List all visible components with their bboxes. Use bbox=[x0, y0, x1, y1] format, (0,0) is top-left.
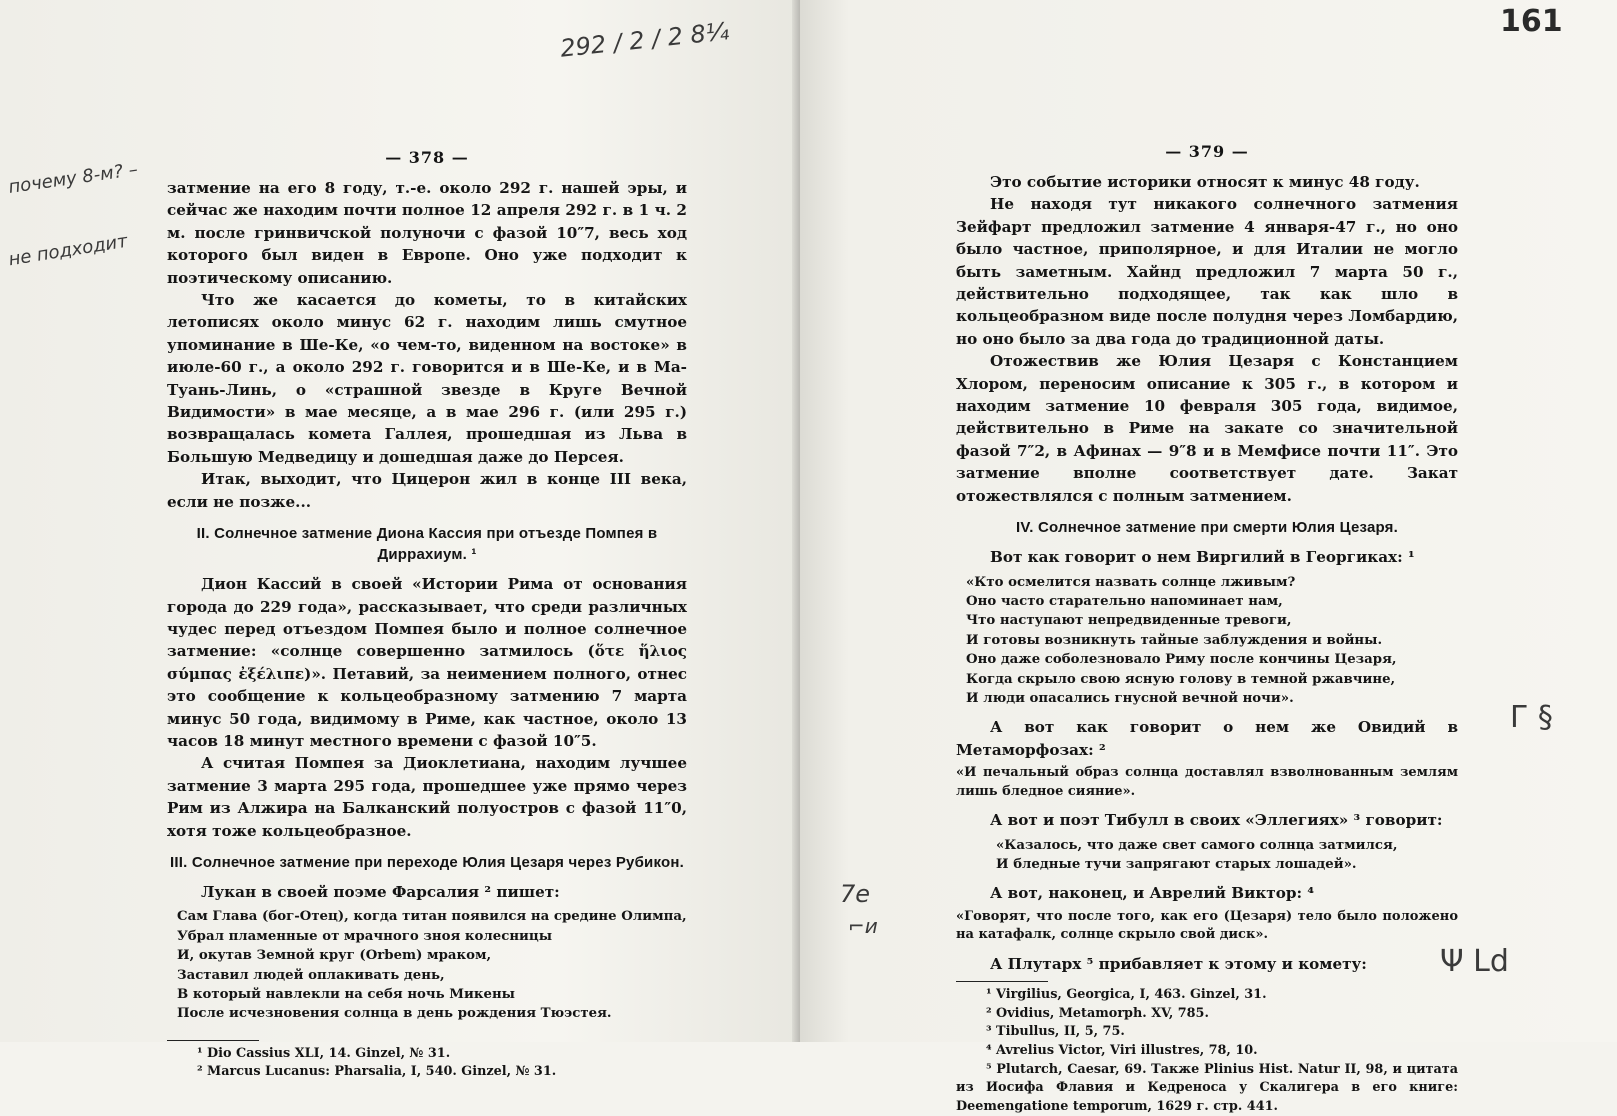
handwritten-top-numbers: 292 / 2 / 2 8¼ bbox=[559, 17, 731, 63]
verse-line: И, окутав Земной круг (Orbem) мраком, bbox=[177, 948, 492, 964]
virgil-verse bbox=[956, 573, 1458, 709]
verse-line: Убрал пламенные от мрачного зноя колесницы bbox=[177, 928, 553, 944]
verse-line: В который навлекли на себя ночь Микены bbox=[177, 987, 516, 1002]
left-text-column bbox=[167, 148, 687, 1082]
handwritten-margin-mark-4: Ψ Ld bbox=[1440, 944, 1509, 979]
right-footnotes bbox=[956, 981, 1458, 1116]
left-footnotes bbox=[167, 1040, 687, 1082]
paragraph-constantius: Отожествив же Юлия Цезаря с Констанцием Хлором, переносим описание к 305 г., в котором и находим затмение 10 февраля 305 года, видимое, действительно в Риме на закате со значительной фазой 7″2, в Афинах — 9″8 и в Мемфисе почти 11″. Это затмение вполне соответствует дате. Закат отожествлялся с полным затмением. bbox=[956, 352, 1458, 505]
verse-line: Что наступают непредвиденные тревоги, bbox=[966, 613, 1292, 629]
footnote-divider bbox=[956, 981, 1048, 982]
verse-line: Оно даже соболезновало Риму после кончины Цезаря, bbox=[966, 652, 1397, 668]
verse-line: И люди опасались гнусной вечной ночи». bbox=[966, 690, 1294, 706]
paragraph-dion-cassius: Дион Кассий в своей «Истории Рима от основания города до 229 года», рассказывает, что среди различных чудес перед отъездом Помпея было и полное солнечное затмение: «солнце совершенно затмилось (ὅτε ἥλιος σύμπας ἐξέλιπε)». Петавий, за неимением полного, отнес это сообщение к кольцеобразному затмению 7 марта минус 50 года, видимому в Риме, как частное, около 13 часов 18 минут местного времени с фазой 10″5. bbox=[167, 575, 687, 750]
verse-line: И бледные тучи запрягают старых лошадей». bbox=[996, 856, 1357, 872]
footnote-3: ³ Tibullus, II, 5, 75. bbox=[986, 1024, 1125, 1040]
tibull-intro: А вот и поэт Тибулл в своих «Эллегиях» ³ говорит: bbox=[990, 811, 1443, 830]
handwritten-corner-number: 161 bbox=[1500, 4, 1563, 39]
verse-line: После исчезновения солнца в день рождения Тюэстея. bbox=[177, 1006, 612, 1022]
footnote-2: ² Ovidius, Metamorph. XV, 785. bbox=[986, 1005, 1209, 1021]
verse-line: «Кто осмелится назвать солнце лживым? bbox=[966, 574, 1296, 590]
footnote-1: ¹ Virgilius, Georgica, I, 463. Ginzel, 31. bbox=[986, 987, 1267, 1003]
handwritten-margin-note-1: почему 8-м? – bbox=[7, 159, 140, 198]
paragraph-cicero-conclusion: Итак, выходит, что Цицерон жил в конце III века, если не позже... bbox=[167, 470, 687, 511]
right-page bbox=[800, 0, 1617, 1114]
tibull-verse bbox=[956, 836, 1458, 875]
victor-quote: «Говорят, что после того, как его (Цезаря) тело было положено на катафалк, солнце скрыло свой диск». bbox=[956, 908, 1458, 943]
virgil-intro: Вот как говорит о нем Виргилий в Георгиках: ¹ bbox=[990, 548, 1415, 567]
paragraph-minus-48: Это событие историки относят к минус 48 году. bbox=[990, 173, 1420, 191]
victor-intro: А вот, наконец, и Аврелий Виктор: ⁴ bbox=[990, 884, 1315, 903]
verse-line: Когда скрыло свою ясную голову в темной ржавчине, bbox=[966, 671, 1396, 687]
handwritten-margin-mark-3: ⌐и bbox=[848, 914, 878, 938]
lucan-verse bbox=[167, 907, 687, 1023]
verse-line: И готовы возникнуть тайные заблуждения и войны. bbox=[966, 632, 1383, 648]
ovid-intro: А вот как говорит о нем же Овидий в Метаморфозах: ² bbox=[956, 718, 1458, 759]
footnote-1: ¹ Dio Cassius XLI, 14. Ginzel, № 31. bbox=[197, 1045, 451, 1061]
paragraph-eclipse-292: затмение на его 8 году, т.-е. около 292 г. нашей эры, и сейчас же находим почти полное 12 апреля 292 г. в 1 ч. 2 м. после гринвичской полуночи с фазой 10″7, весь ход которого был виден в Европе. Оно уже подходит к поэтическому описанию. bbox=[167, 179, 687, 287]
section-heading-4: IV. Солнечное затмение при смерти Юлия Цезаря. bbox=[1016, 519, 1398, 537]
footnote-4: ⁴ Avrelius Victor, Viri illustres, 78, 10. bbox=[986, 1042, 1258, 1058]
paragraph-comet: Что же касается до кометы, то в китайских летописях около минус 62 г. находим лишь смутное упоминание в Ше-Ке, «о чем-то, виденном на востоке» в июле-60 г., а около 292 г. говорится и в Ше-Ке, и в Ма-Туань-Линь, о «страшной звезде в Круге Вечной Видимости» в мае месяце, а в мае 296 г. (или 295 г.) возвращалась комета Галлея, прошедшая из Льва в Большую Медведицу и дошедшая даже до Персея. bbox=[167, 291, 687, 466]
verse-line: «Казалось, что даже свет самого солнца затмился, bbox=[996, 837, 1398, 853]
verse-line: Оно часто старательно напоминает нам, bbox=[966, 593, 1283, 609]
paragraph-pompey-diocletian: А считая Помпея за Диоклетиана, находим лучшее затмение 3 марта 295 года, прошедшее уже прямо через Рим из Алжира на Балканский полуостров с фазой 11″0, хотя тоже кольцеобразное. bbox=[167, 754, 687, 840]
ovid-quote: «И печальный образ солнца доставлял взволнованным землям лишь бледное сияние». bbox=[956, 765, 1458, 799]
handwritten-margin-note-2: не подходит bbox=[7, 230, 129, 271]
left-page bbox=[0, 0, 800, 1080]
plutarch-intro: А Плутарх ⁵ прибавляет к этому и комету: bbox=[990, 954, 1367, 973]
footnote-divider bbox=[167, 1040, 259, 1041]
page-number-378: — 378 — bbox=[385, 148, 469, 167]
section-heading-2: II. Солнечное затмение Диона Кассия при отъезде Помпея в Диррахиум. ¹ bbox=[196, 525, 658, 564]
verse-line: Заставил людей оплакивать день, bbox=[177, 967, 445, 983]
lucan-intro: Лукан в своей поэме Фарсалия ² пишет: bbox=[201, 882, 560, 901]
paragraph-seyfart-hind: Не находя тут никакого солнечного затмения Зейфарт предложил затмение 4 января-47 г., но оно было частное, приполярное, и для Италии не могло быть заметным. Хайнд предложил 7 марта 50 г., действительно подходящее, так как шло в кольцеобразном виде после полудня через Ломбардию, но оно было за два года до традиционной даты. bbox=[956, 195, 1458, 348]
handwritten-margin-mark-2: 7e bbox=[840, 880, 871, 908]
section-heading-3: III. Солнечное затмение при переходе Юлия Цезаря через Рубикон. bbox=[170, 853, 684, 871]
footnote-5: ⁵ Plutarch, Caesar, 69. Также Plinius Hist. Natur II, 98, и цитата из Иосифа Флавия и Кедреноса у Скалигера в его книге: Deemengatione temporum, 1629 г. стр. 441. bbox=[956, 1061, 1458, 1114]
footnote-2: ² Marcus Lucanus: Pharsalia, I, 540. Ginzel, № 31. bbox=[197, 1064, 557, 1080]
handwritten-margin-mark-1: Г § bbox=[1510, 700, 1553, 735]
verse-line: Сам Глава (бог-Отец), когда титан появился на средине Олимпа, bbox=[177, 909, 687, 925]
right-text-column bbox=[956, 142, 1458, 1116]
page-number-379: — 379 — bbox=[1165, 142, 1249, 161]
